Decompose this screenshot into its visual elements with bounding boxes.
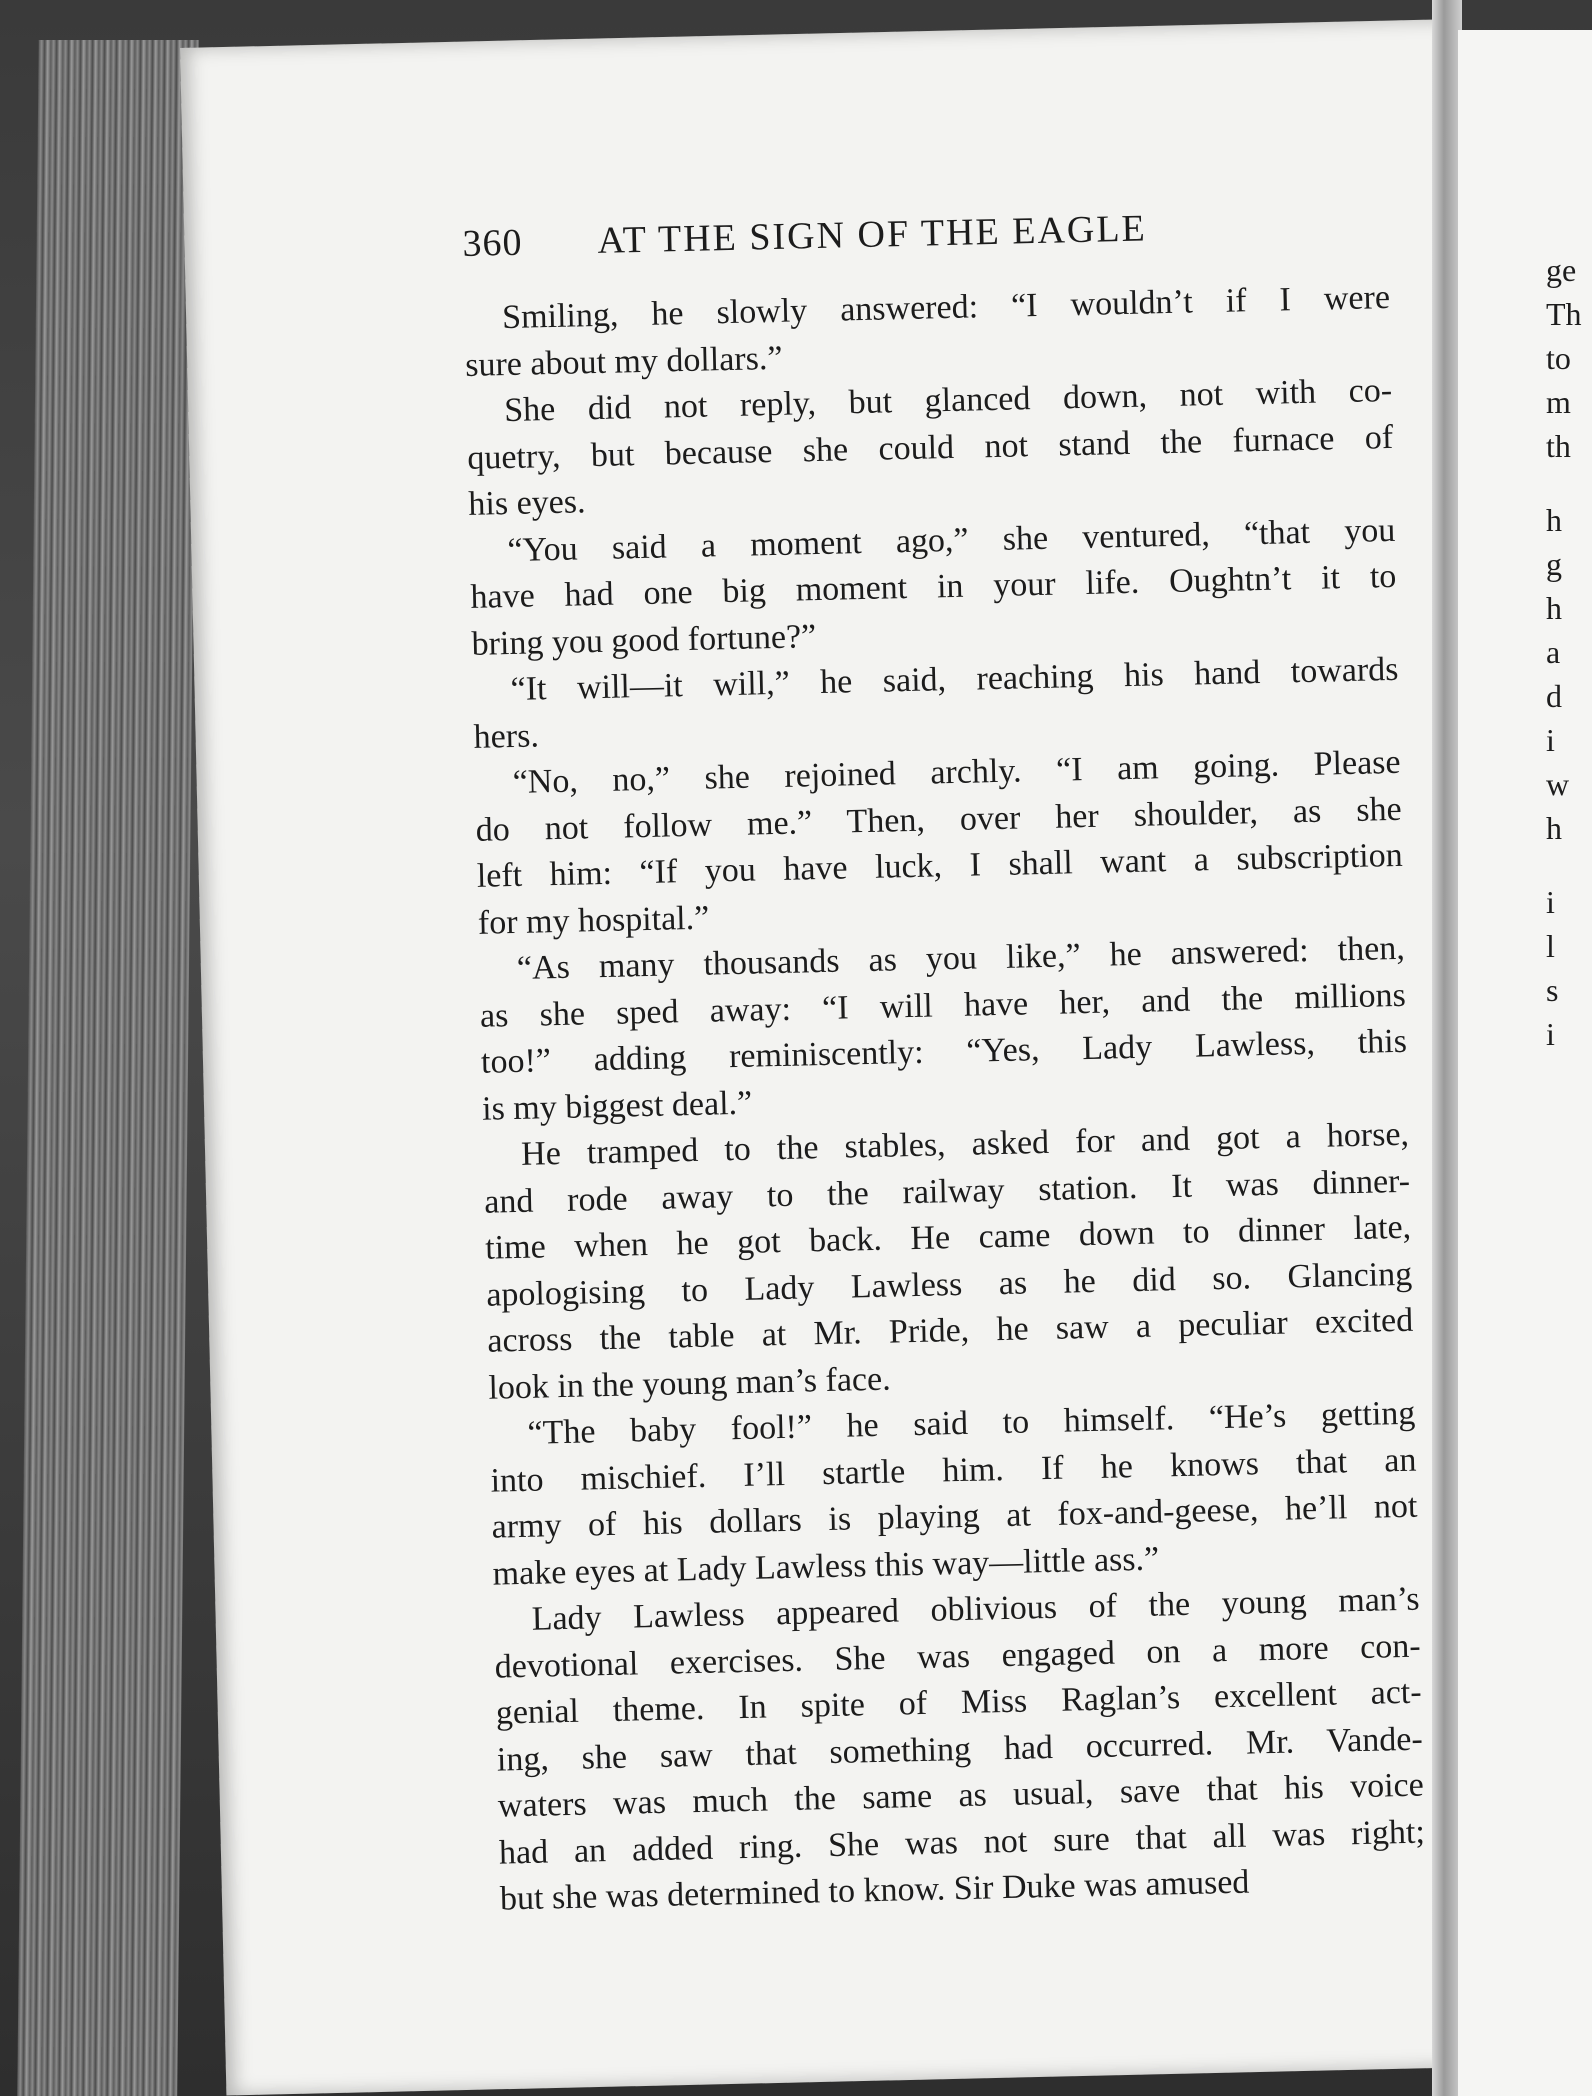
text-line: too!” adding reminiscently: “Yes, Lady Lawless, this — [480, 1022, 1408, 1081]
text-line: army of his dollars is playing at fox-and-geese, he’ll not — [491, 1487, 1418, 1546]
text-line: ing, she saw that something had occurred. Mr. Vande- — [496, 1720, 1424, 1779]
right-page-fragment: g — [1546, 546, 1562, 582]
right-page-fragment: th — [1546, 428, 1571, 464]
right-page-fragment: w — [1546, 766, 1570, 802]
text-line: make eyes at Lady Lawless this way—little ass.” — [492, 1540, 1160, 1593]
text-line: sure about my dollars.” — [464, 339, 783, 384]
text-line: but she was determined to know. Sir Duke was amused — [499, 1863, 1250, 1918]
right-page-fragment: i — [1546, 722, 1555, 758]
text-line: across the table at Mr. Pride, he saw a peculiar excited — [486, 1301, 1414, 1360]
right-page-fragment: a — [1546, 634, 1561, 670]
right-page-fragment: Th — [1546, 296, 1582, 332]
text-line: hers. — [473, 716, 540, 756]
book-page-edges — [17, 40, 199, 2096]
text-line: his eyes. — [467, 483, 586, 523]
right-page-fragment — [1546, 850, 1592, 880]
text-line: bring you good fortune?” — [471, 617, 817, 663]
text-line: have had one big moment in your life. Oughtn’t it to — [470, 557, 1397, 616]
text-line: He tramped to the stables, asked for and got a horse, — [520, 1115, 1410, 1173]
right-page-fragment: h — [1546, 590, 1562, 626]
text-line: “No, no,” she rejoined archly. “I am going. Please — [512, 743, 1401, 801]
text-line: “It will—it will,” he said, reaching his hand towards — [510, 650, 1399, 709]
text-line: Lady Lawless appeared oblivious of the young man’s — [531, 1580, 1420, 1638]
text-line: quetry, but because she could not stand the furnace of — [466, 418, 1394, 477]
right-page-fragment: i — [1546, 1016, 1555, 1052]
right-page-fragment: to — [1546, 340, 1571, 376]
right-page-fragment: h — [1546, 810, 1562, 846]
page-text-block — [462, 201, 1426, 1923]
right-page-fragment: m — [1546, 384, 1571, 420]
right-page-fragment: d — [1546, 678, 1562, 714]
right-page-fragment: i — [1546, 884, 1555, 920]
text-line: She did not reply, but glanced down, not with co- — [503, 371, 1393, 430]
text-line: and rode away to the railway station. It was dinner- — [483, 1162, 1411, 1221]
text-line: Smiling, he slowly answered: “I wouldn’t if I were — [501, 278, 1391, 337]
right-page-fragment: l — [1546, 928, 1555, 964]
text-line: for my hospital.” — [477, 899, 710, 942]
text-line: time when he got back. He came down to dinner late, — [484, 1208, 1412, 1267]
body-text — [464, 275, 1427, 1923]
right-page-fragment: ge — [1546, 252, 1577, 288]
text-line: “The baby fool!” he said to himself. “He’s getting — [527, 1394, 1416, 1452]
text-line: look in the young man’s face. — [488, 1360, 892, 1407]
right-page-text-fragments — [1546, 248, 1592, 1056]
text-line: devotional exercises. She was engaged on a more con- — [494, 1627, 1421, 1686]
text-line: had an added ring. She was not sure that all was right; — [498, 1813, 1426, 1872]
text-line: left him: “If you have luck, I shall want a subscription — [476, 836, 1404, 895]
text-line: apologising to Lady Lawless as he did so. Glancing — [485, 1255, 1413, 1314]
text-line: “As many thousands as you like,” he answered: then, — [516, 929, 1406, 987]
text-line: waters was much the same as usual, save that his voice — [497, 1766, 1425, 1825]
text-line: as she sped away: “I will have her, and the millions — [479, 976, 1407, 1035]
text-line: is my biggest deal.” — [481, 1084, 753, 1128]
right-page-fragment: s — [1546, 972, 1559, 1008]
text-line: do not follow me.” Then, over her shoulder, as she — [475, 790, 1402, 849]
text-line: genial theme. In spite of Miss Raglan’s excellent act- — [495, 1673, 1423, 1732]
text-line: “You said a moment ago,” she ventured, “that you — [507, 511, 1396, 569]
text-line: into mischief. I’ll startle him. If he knows that an — [490, 1441, 1417, 1500]
right-page-fragment — [1546, 468, 1592, 498]
page-number: 360 — [462, 221, 523, 265]
running-title: AT THE SIGN OF THE EAGLE — [596, 207, 1148, 262]
right-page-fragment: h — [1546, 502, 1562, 538]
